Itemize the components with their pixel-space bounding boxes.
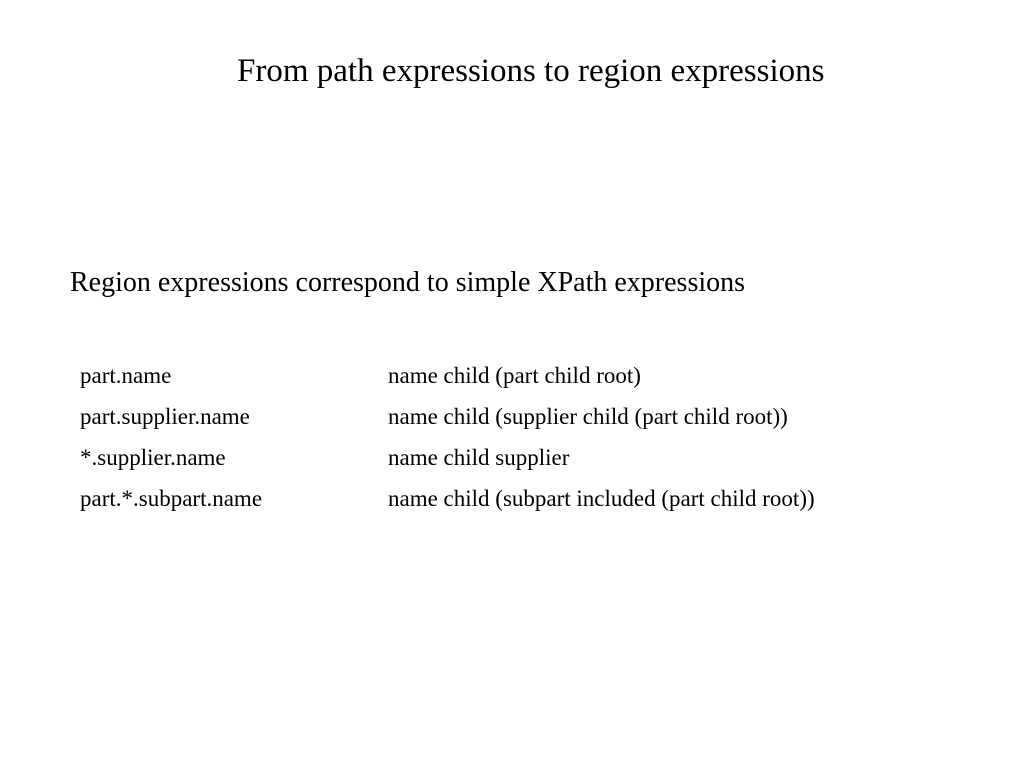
mapping-table <box>80 355 815 519</box>
path-expression: *.supplier.name <box>80 444 226 470</box>
region-expression: name child (part child root) <box>388 362 641 388</box>
slide-subtitle: Region expressions correspond to simple XPath expressions <box>70 267 746 298</box>
region-expression: name child (supplier child (part child root)) <box>388 403 788 429</box>
table-row <box>80 396 815 437</box>
region-expression: name child supplier <box>388 444 570 470</box>
table-row <box>80 478 815 519</box>
path-expression: part.name <box>80 362 172 388</box>
path-expression: part.supplier.name <box>80 403 250 429</box>
table-row <box>80 437 815 478</box>
path-expression: part.*.subpart.name <box>80 485 263 511</box>
slide-title: From path expressions to region expressions <box>237 53 825 89</box>
table-row <box>80 355 815 396</box>
region-expression: name child (subpart included (part child root)) <box>388 485 815 511</box>
